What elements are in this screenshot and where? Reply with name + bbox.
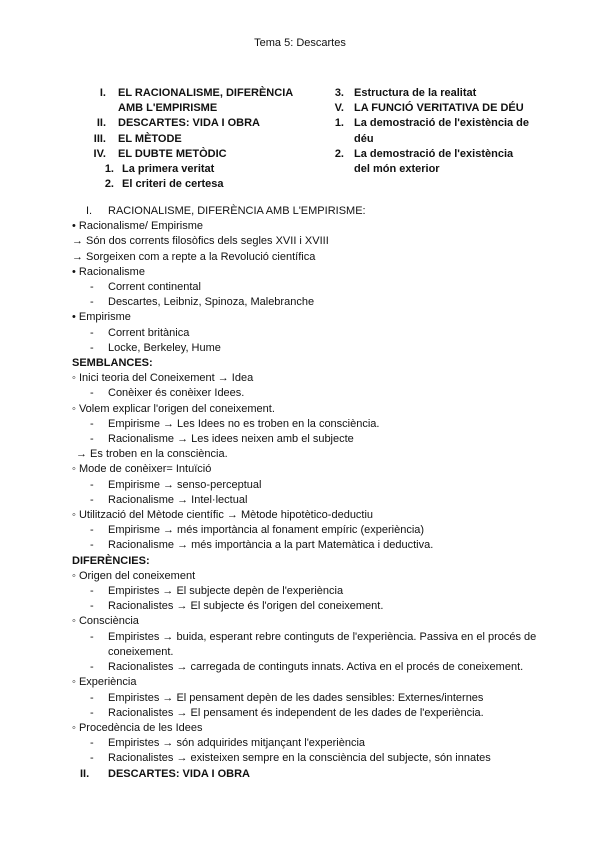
toc-number: II.: [96, 117, 106, 130]
toc-item: [70, 147, 300, 162]
dash-marker: -: [90, 296, 94, 309]
dash-marker: -: [90, 387, 94, 400]
dash-item: [72, 630, 542, 660]
dash-marker: -: [90, 281, 94, 294]
toc-number: 3.: [334, 87, 344, 99]
toc-text: La demostració de l'existència del món exterior: [354, 147, 514, 176]
dash-marker: -: [90, 524, 94, 537]
dash-item: [72, 432, 542, 447]
dash-text: Empirisme → senso-perceptual: [108, 478, 262, 491]
dash-marker: -: [90, 417, 94, 430]
dash-marker: -: [90, 630, 94, 643]
toc-text: La primera veritat: [122, 163, 215, 176]
diferencies-heading: DIFERÈNCIES:: [72, 554, 150, 567]
dash-item: [72, 751, 542, 766]
semblances-heading: SEMBLANCES:: [72, 357, 153, 370]
dash-text: Empirisme → més importància al fonament empíric (experiència): [108, 524, 425, 537]
toc-subitem: [70, 162, 300, 177]
dash-text: Empiristes → El pensament depèn de les dades sensibles: Externes/internes: [108, 691, 484, 704]
dash-text: Empirisme → Les Idees no es troben en la consciència.: [108, 417, 380, 430]
toc-number: 1.: [334, 117, 344, 130]
toc-text: EL MÈTODE: [118, 132, 182, 145]
dash-item: [72, 417, 542, 432]
dash-text: Conèixer és conèixer Idees.: [108, 387, 245, 400]
toc-number: III.: [93, 132, 106, 145]
toc-item: [320, 116, 530, 146]
circle-bullet-line: ◦ Volem explicar l'origen del coneixement.: [72, 402, 275, 415]
section-number: I.: [86, 205, 93, 217]
dash-item: [72, 584, 542, 599]
toc-text: Estructura de la realitat: [354, 87, 477, 99]
arrow-line: → Sorgeixen com a repte a la Revolució científica: [72, 250, 316, 263]
arrow-line: → Són dos corrents filosòfics dels segles XVII i XVIII: [72, 235, 329, 248]
section-title: RACIONALISME, DIFERÈNCIA AMB L'EMPIRISME:: [108, 205, 366, 217]
dash-marker: -: [90, 326, 94, 339]
dash-text: Corrent britànica: [108, 326, 190, 339]
toc-text: El criteri de certesa: [122, 178, 224, 191]
document-title: Tema 5: Descartes: [254, 37, 346, 49]
dash-item: [72, 326, 542, 341]
dash-item: [72, 736, 542, 751]
dash-item: [72, 478, 542, 493]
dash-item: [72, 295, 542, 310]
circle-bullet-line: ◦ Experiència: [72, 676, 137, 689]
toc-subitem: [70, 177, 300, 192]
dash-item: [72, 523, 542, 538]
dash-item: [72, 538, 542, 553]
toc-item: [70, 86, 300, 116]
section-number: II.: [80, 767, 90, 780]
dash-item: [72, 691, 542, 706]
dash-marker: -: [90, 600, 94, 613]
circle-bullet-line: ◦ Mode de conèixer= Intuïció: [72, 463, 212, 476]
dash-item: [72, 660, 542, 675]
dash-text: Locke, Berkeley, Hume: [108, 341, 221, 354]
dash-item: [72, 341, 542, 356]
dash-marker: -: [90, 478, 94, 491]
section-heading: [72, 767, 542, 782]
dash-text: Empiristes → són adquirides mitjançant l'experiència: [108, 737, 366, 750]
dash-marker: -: [90, 493, 94, 506]
dash-text: Racionalistes → El subjecte és l'origen del coneixement.: [108, 600, 384, 613]
toc-item: [70, 116, 300, 131]
bullet-line: • Empirisme: [72, 311, 131, 324]
dash-text: Corrent continental: [108, 281, 201, 294]
circle-bullet-line: ◦ Utilització del Mètode científic → Mètode hipotètico-deductiu: [72, 509, 374, 522]
dash-text: Racionalisme → Intel·lectual: [108, 493, 248, 506]
dash-text: Racionalisme → més importància a la part Matemàtica i deductiva.: [108, 539, 434, 552]
toc-item: [70, 132, 300, 147]
dash-marker: -: [90, 341, 94, 354]
toc-text: EL DUBTE METÒDIC: [118, 147, 227, 160]
toc-item: [320, 147, 530, 177]
toc-number: I.: [99, 87, 106, 99]
dash-marker: -: [90, 706, 94, 719]
toc-number: V.: [334, 102, 344, 115]
dash-marker: -: [90, 661, 94, 674]
toc-item: [320, 86, 530, 101]
dash-marker: -: [90, 691, 94, 704]
dash-item: [72, 493, 542, 508]
dash-text: Empiristes → El subjecte depèn de l'experiència: [108, 585, 344, 598]
toc-text: La demostració de l'existència de déu: [354, 117, 530, 145]
toc-left-column: [70, 86, 300, 192]
dash-item: [72, 706, 542, 721]
section-heading: [72, 204, 542, 219]
circle-bullet-line: ◦ Origen del coneixement: [72, 569, 196, 582]
toc-right-column: [320, 86, 530, 177]
toc-text: DESCARTES: VIDA I OBRA: [118, 117, 260, 130]
section-body: [72, 204, 542, 782]
circle-bullet-line: ◦ Inici teoria del Coneixement → Idea: [72, 372, 254, 385]
dash-item: [72, 599, 542, 614]
dash-marker: -: [90, 539, 94, 552]
dash-item: [72, 386, 542, 401]
dash-text: Empiristes → buida, esperant rebre continguts de l'experiència. Passiva en el procés de coneixement.: [108, 630, 537, 658]
dash-marker: -: [90, 752, 94, 765]
dash-text: Racionalistes → El pensament és independent de les dades de l'experiència.: [108, 706, 484, 719]
toc-number: 1.: [104, 163, 114, 176]
toc-number: 2.: [334, 147, 344, 160]
circle-bullet-line: ◦ Procedència de les Idees: [72, 721, 203, 734]
dash-text: Racionalistes → existeixen sempre en la consciència del subjecte, són innates: [108, 752, 491, 765]
toc-text: EL RACIONALISME, DIFERÈNCIA AMB L'EMPIRISME: [118, 87, 293, 115]
bullet-line: • Racionalisme: [72, 265, 145, 278]
circle-bullet-line: ◦ Consciència: [72, 615, 139, 628]
toc-text: LA FUNCIÓ VERITATIVA DE DÉU: [354, 102, 524, 115]
dash-text: Racionalisme → Les idees neixen amb el subjecte: [108, 433, 354, 446]
dash-marker: -: [90, 433, 94, 446]
dash-text: Racionalistes → carregada de continguts innats. Activa en el procés de coneixement.: [108, 661, 524, 674]
section-title: DESCARTES: VIDA I OBRA: [108, 767, 250, 780]
bullet-line: • Racionalisme/ Empirisme: [72, 220, 203, 233]
toc-number: IV.: [93, 147, 106, 160]
dash-text: Descartes, Leibniz, Spinoza, Malebranche: [108, 296, 315, 309]
toc-number: 2.: [104, 178, 114, 191]
dash-marker: -: [90, 737, 94, 750]
arrow-line: → Es troben en la consciència.: [76, 448, 228, 461]
dash-marker: -: [90, 585, 94, 598]
toc-item: [320, 101, 530, 116]
dash-item: [72, 280, 542, 295]
